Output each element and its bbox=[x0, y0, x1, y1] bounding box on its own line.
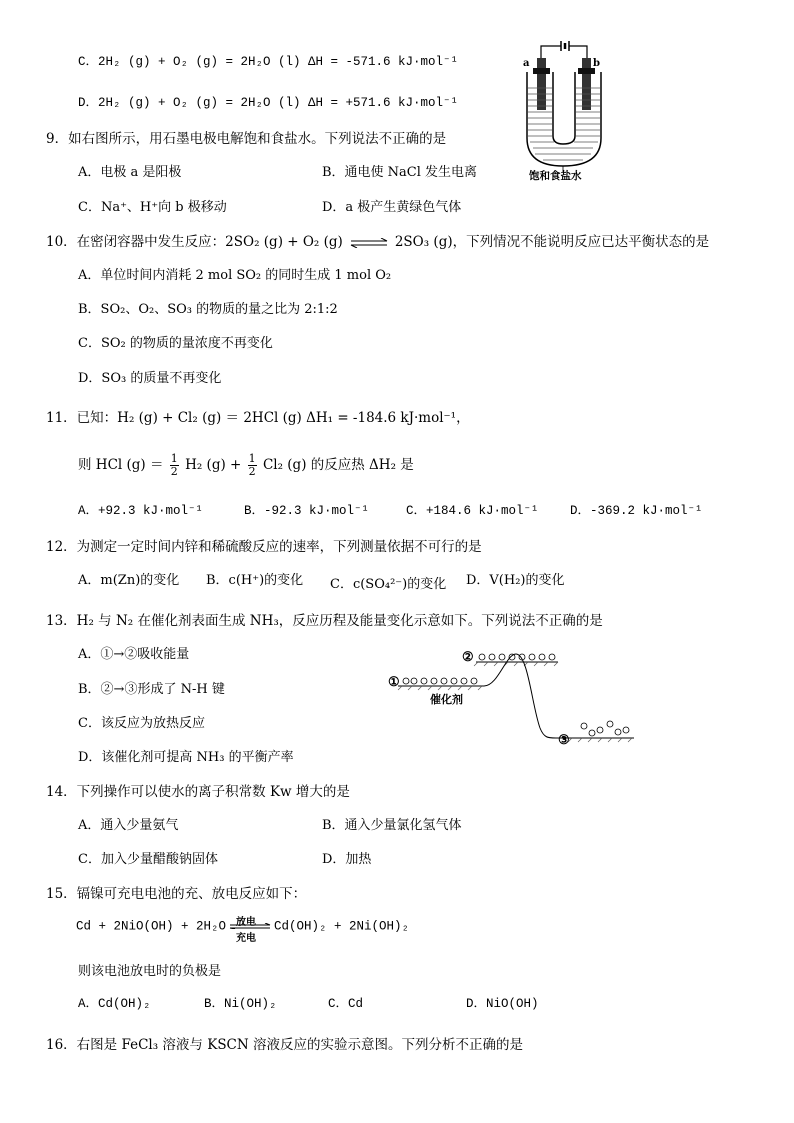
q9-stem: 9．如右图所示，用石墨电极电解饱和食盐水。下列说法不正确的是 bbox=[46, 131, 447, 147]
electrode-a-label: a bbox=[523, 58, 530, 69]
state-1-marker: ① bbox=[388, 675, 400, 690]
q13-option-d: D．该催化剂可提高 NH₃ 的平衡产率 bbox=[78, 750, 294, 765]
q15-eq-left: Cd + 2NiO(OH) + 2H₂O bbox=[76, 919, 227, 934]
q11-line2-mid: H₂ (g) + bbox=[185, 457, 242, 473]
q10-option-a: A．单位时间内消耗 2 mol SO₂ 的同时生成 1 mol O₂ bbox=[78, 268, 392, 283]
q10-option-c: C．SO₂ 的物质的量浓度不再变化 bbox=[78, 336, 273, 351]
q14-option-d: D．加热 bbox=[322, 852, 372, 867]
q12-option-d: D．V(H₂)的变化 bbox=[466, 573, 565, 588]
q15-eq-right: Cd(OH)₂ + 2Ni(OH)₂ bbox=[274, 919, 410, 934]
q14-stem: 14．下列操作可以使水的离子积常数 Kw 增大的是 bbox=[46, 784, 350, 800]
q11-option-c: C．+184.6 kJ·mol⁻¹ bbox=[406, 504, 539, 518]
fraction-numerator: 1 bbox=[170, 452, 178, 465]
q10-stem-pre: 10．在密闭容器中发生反应：2SO₂ (g) + O₂ (g) bbox=[46, 234, 343, 250]
q9-option-b: B．通电使 NaCl 发生电离 bbox=[322, 165, 478, 180]
q11-stem: 11．已知：H₂ (g) + Cl₂ (g) ＝ 2HCl (g) ΔH₁ = -184.6 kJ·mol⁻¹， bbox=[46, 410, 470, 426]
q15-option-b: B．Ni(OH)₂ bbox=[204, 997, 277, 1011]
q16-stem: 16．右图是 FeCl₃ 溶液与 KSCN 溶液反应的实验示意图。下列分析不正确的是 bbox=[46, 1037, 523, 1053]
catalyst-label: 催化剂 bbox=[430, 693, 463, 706]
saturated-brine-caption: 饱和食盐水 bbox=[529, 170, 582, 182]
q11-option-a: A．+92.3 kJ·mol⁻¹ bbox=[78, 504, 204, 518]
q10-option-b: B．SO₂、O₂、SO₃ 的物质的量之比为 2:1:2 bbox=[78, 302, 338, 317]
q11-option-b: B．-92.3 kJ·mol⁻¹ bbox=[244, 504, 370, 518]
q8-option-d: D．2H₂ (g) + O₂ (g) = 2H₂O (l) ΔH = +571.6 kJ·mol⁻¹ bbox=[78, 96, 459, 110]
q11-option-d: D．-369.2 kJ·mol⁻¹ bbox=[570, 504, 703, 518]
equilibrium-arrow-icon bbox=[349, 238, 389, 248]
fraction-denominator: 2 bbox=[248, 465, 256, 478]
electrode-b-label: b bbox=[593, 58, 600, 69]
q14-option-c: C．加入少量醋酸钠固体 bbox=[78, 852, 218, 867]
q15-option-c: C．Cd bbox=[328, 997, 364, 1011]
fraction-numerator: 1 bbox=[248, 452, 256, 465]
fraction-denominator: 2 bbox=[170, 465, 178, 478]
q8-option-c: C．2H₂ (g) + O₂ (g) = 2H₂O (l) ΔH = -571.6 kJ·mol⁻¹ bbox=[78, 55, 459, 69]
q13-option-a: A．①→②吸收能量 bbox=[78, 647, 190, 662]
state-3-marker: ③ bbox=[558, 733, 570, 748]
q13-stem: 13．H₂ 与 N₂ 在催化剂表面生成 NH₃，反应历程及能量变化示意如下。下列说法不正确的是 bbox=[46, 613, 603, 629]
q15-equation bbox=[76, 914, 410, 945]
q9-option-a: A．电极 a 是阳极 bbox=[78, 165, 182, 180]
q10-stem-post: 2SO₃ (g)，下列情况不能说明反应已达平衡状态的是 bbox=[394, 234, 710, 250]
q12-stem: 12．为测定一定时间内锌和稀硫酸反应的速率，下列测量依据不可行的是 bbox=[46, 539, 482, 555]
half-fraction bbox=[248, 453, 257, 478]
q15-option-a: A．Cd(OH)₂ bbox=[78, 997, 151, 1011]
q9-option-c: C．Na⁺、H⁺向 b 极移动 bbox=[78, 200, 227, 215]
reaction-energy-profile-figure bbox=[388, 646, 638, 746]
q11-line2-pre: 则 HCl (g) ＝ bbox=[78, 457, 164, 473]
q9-option-d: D．a 极产生黄绿色气体 bbox=[322, 200, 462, 215]
q15-option-d: D．NiO(OH) bbox=[466, 997, 539, 1011]
q12-option-b: B．c(H⁺)的变化 bbox=[206, 573, 304, 588]
q15-line3: 则该电池放电时的负极是 bbox=[78, 964, 222, 979]
q13-option-c: C．该反应为放热反应 bbox=[78, 716, 205, 731]
q11-line2-post: Cl₂ (g) 的反应热 ΔH₂ 是 bbox=[262, 457, 414, 473]
q14-option-b: B．通入少量氯化氢气体 bbox=[322, 818, 462, 833]
reversible-reaction-arrow bbox=[228, 914, 272, 945]
q14-option-a: A．通入少量氨气 bbox=[78, 818, 179, 833]
state-2-marker: ② bbox=[462, 650, 474, 665]
q11-line2 bbox=[78, 450, 414, 480]
q13-option-b: B．②→③形成了 N-H 键 bbox=[78, 682, 225, 697]
q12-option-a: A．m(Zn)的变化 bbox=[78, 573, 180, 588]
q10-stem bbox=[46, 234, 709, 250]
q10-option-d: D．SO₃ 的质量不再变化 bbox=[78, 371, 222, 386]
half-fraction bbox=[170, 453, 179, 478]
charge-label: 充电 bbox=[236, 934, 257, 945]
q12-option-c: C．c(SO₄²⁻)的变化 bbox=[330, 577, 447, 592]
discharge-label: 放电 bbox=[236, 918, 257, 929]
q15-stem: 15．镉镍可充电电池的充、放电反应如下： bbox=[46, 886, 307, 902]
